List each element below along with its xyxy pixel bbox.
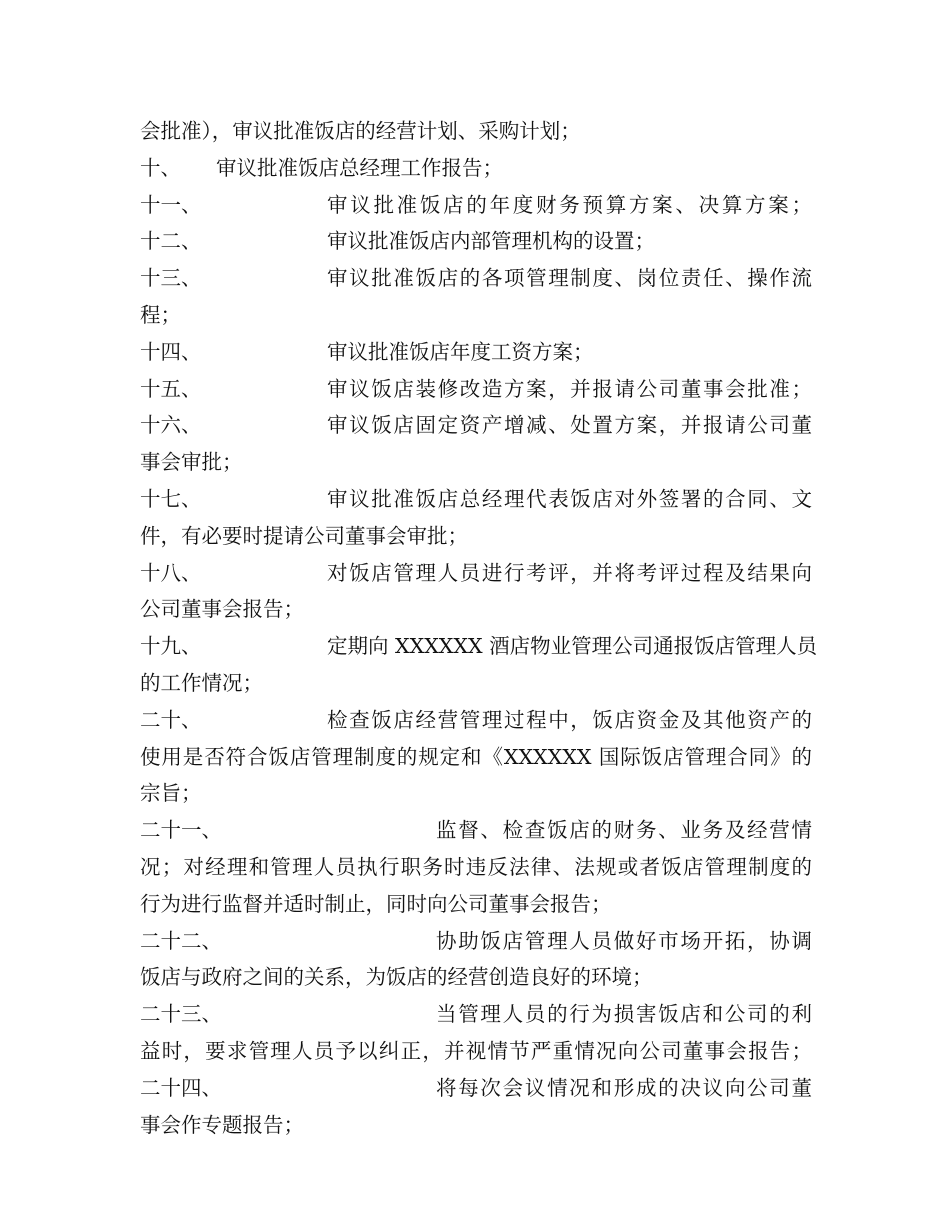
item-continuation: 使用是否符合饭店管理制度的规定和《XXXXXX 国际饭店管理合同》的 — [140, 744, 812, 769]
item-number: 十八、 — [140, 560, 202, 585]
item-text: 审议饭店装修改造方案，并报请公司董事会批准； — [327, 376, 812, 401]
item-number: 二十三、 — [140, 1002, 222, 1027]
item-continuation: 件，有必要时提请公司董事会审批； — [140, 523, 468, 548]
list-item-18 — [140, 555, 812, 592]
item-number: 十六、 — [140, 413, 202, 438]
item-number: 十一、 — [140, 192, 202, 217]
item-text: 对饭店管理人员进行考评，并将考评过程及结果向 — [327, 560, 812, 585]
list-item-16 — [140, 407, 812, 444]
list-item-22 — [140, 923, 812, 960]
list-item-19 — [140, 628, 818, 665]
list-item-21 — [140, 812, 812, 849]
item-continuation: 行为进行监督并适时制止，同时向公司董事会报告； — [140, 891, 612, 916]
item-number: 十五、 — [140, 376, 202, 401]
item-number: 二十二、 — [140, 928, 222, 953]
item-continuation: 饭店与政府之间的关系，为饭店的经营创造良好的环境； — [140, 965, 653, 990]
item-number: 十三、 — [140, 266, 202, 291]
item-continuation: 事会作专题报告； — [140, 1112, 304, 1137]
item-continuation: 的工作情况； — [140, 670, 263, 695]
text-line: 会批准），审议批准饭店的经营计划、采购计划； — [140, 119, 581, 143]
item-text: 审议批准饭店的年度财务预算方案、决算方案； — [327, 192, 812, 217]
list-item-24 — [140, 1070, 812, 1107]
item-continuation: 况；对经理和管理人员执行职务时违反法律、法规或者饭店管理制度的 — [140, 854, 812, 879]
list-item-20 — [140, 702, 812, 739]
list-item-17 — [140, 481, 812, 518]
list-item-14 — [140, 334, 812, 371]
item-text: 审议批准饭店内部管理机构的设置； — [327, 229, 655, 254]
item-text: 审议批准饭店年度工资方案； — [327, 339, 594, 364]
item-number: 二十四、 — [140, 1075, 222, 1100]
list-item-12 — [140, 223, 812, 260]
list-item-15 — [140, 371, 812, 408]
item-text: 定期向 XXXXXX 酒店物业管理公司通报饭店管理人员 — [327, 634, 818, 659]
item-text: 当管理人员的行为损害饭店和公司的利 — [436, 1002, 812, 1027]
item-number: 二十一、 — [140, 818, 222, 843]
item-continuation: 益时，要求管理人员予以纠正，并视情节严重情况向公司董事会报告； — [140, 1038, 812, 1063]
list-item-13 — [140, 260, 812, 297]
list-item-10 — [140, 150, 812, 187]
item-number: 十四、 — [140, 339, 202, 364]
list-item-11 — [140, 187, 812, 224]
item-number: 二十、 — [140, 707, 202, 732]
document-page — [140, 113, 818, 1143]
item-number: 十七、 — [140, 486, 202, 511]
item-continuation: 事会审批； — [140, 450, 243, 475]
item-number: 十九、 — [140, 634, 202, 659]
item-continuation: 公司董事会报告； — [140, 597, 304, 622]
item-text: 将每次会议情况和形成的决议向公司董 — [436, 1075, 812, 1100]
item-text: 审议批准饭店的各项管理制度、岗位责任、操作流 — [327, 266, 812, 291]
item-text: 监督、检查饭店的财务、业务及经营情 — [436, 818, 812, 843]
item-number: 十、 — [140, 155, 181, 180]
list-item-23 — [140, 996, 812, 1033]
item-text: 审议饭店固定资产增减、处置方案，并报请公司董 — [327, 413, 812, 438]
item-text: 协助饭店管理人员做好市场开拓，协调 — [436, 928, 812, 953]
item-text: 审议批准饭店总经理工作报告； — [216, 155, 503, 180]
item-continuation: 宗旨； — [140, 781, 202, 806]
item-continuation: 程； — [140, 302, 181, 327]
item-number: 十二、 — [140, 229, 202, 254]
item-text: 检查饭店经营管理过程中，饭店资金及其他资产的 — [327, 707, 812, 732]
item-text: 审议批准饭店总经理代表饭店对外签署的合同、文 — [327, 486, 812, 511]
